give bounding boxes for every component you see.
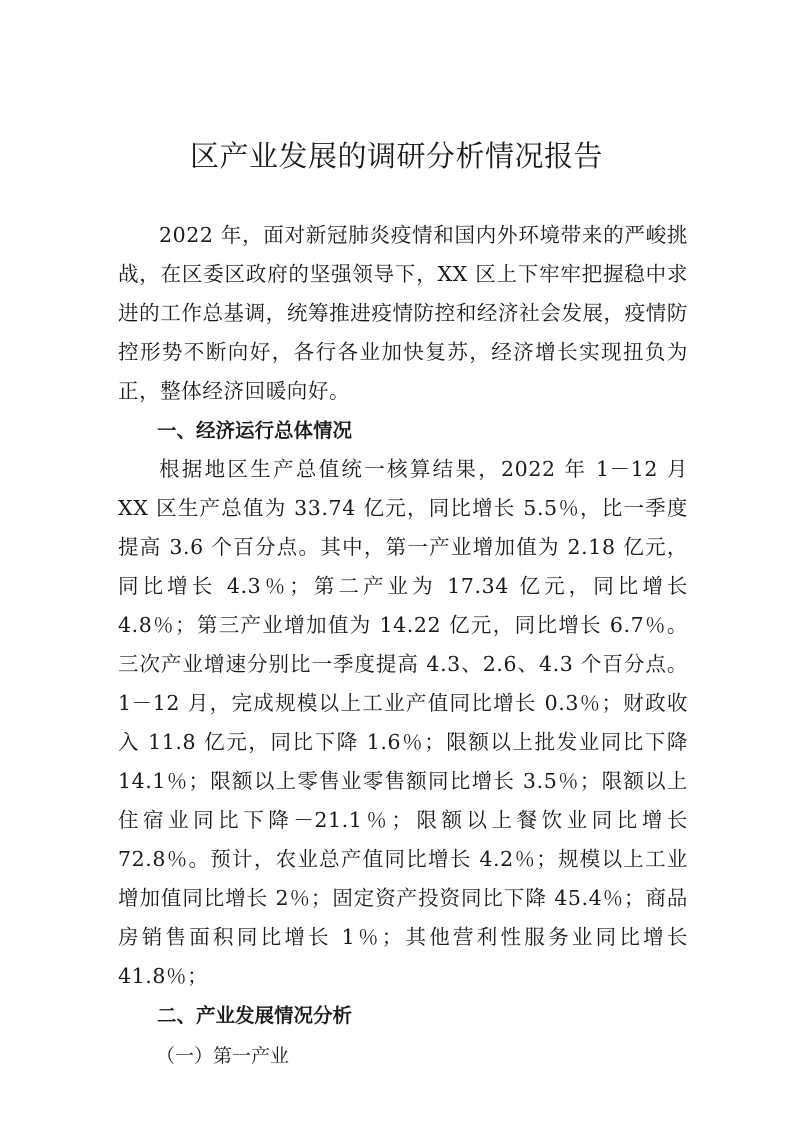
document-title: 区产业发展的调研分析情况报告 bbox=[189, 139, 603, 173]
section-heading-economy-overview: 一、经济运行总体情况 bbox=[157, 419, 353, 442]
intro-paragraph: 2022 年，面对新冠肺炎疫情和国内外环境带来的严峻挑战，在区委区政府的坚强领导下，XX 区上下牢牢把握稳中求进的工作总基调，统筹推进疫情防控和经济社会发展，疫情防控形势不断向好，各行各业加快复苏，经济增长实现扭负为正，整体经济回暖向好。 bbox=[118, 223, 688, 403]
subsection-heading-primary-industry: （一）第一产业 bbox=[156, 1045, 290, 1067]
document-body bbox=[118, 216, 688, 1077]
section-heading-industry-analysis: 二、产业发展情况分析 bbox=[157, 1004, 353, 1027]
economy-overview-paragraph: 根据地区生产总值统一核算结果，2022 年 1－12 月 XX 区生产总值为 33.74 亿元，同比增长 5.5％，比一季度提高 3.6 个百分点。其中，第一产业增加值为 2.18 亿元，同比增长 4.3％；第二产业为 17.34 亿元，同比增长 4.8％；第三产业增加值为 14.22 亿元，同比增长 6.7％。三次产业增速分别比一季度提高 4.3、2.6、4.3 个百分点。1－12 月，完成规模以上工业产值同比增长 0.3％；财政收入 11.8 亿元，同比下降 1.6％；限额以上批发业同比下降 14.1％；限额以上零售业零售额同比增长 3.5％；限额以上住宿业同比下降－21.1％；限额以上餐饮业同比增长 72.8％。预计，农业总产值同比增长 4.2％；规模以上工业增加值同比增长 2％；固定资产投资同比下降 45.4％；商品房销售面积同比增长 1％；其他营利性服务业同比增长 41.8％； bbox=[118, 457, 688, 988]
